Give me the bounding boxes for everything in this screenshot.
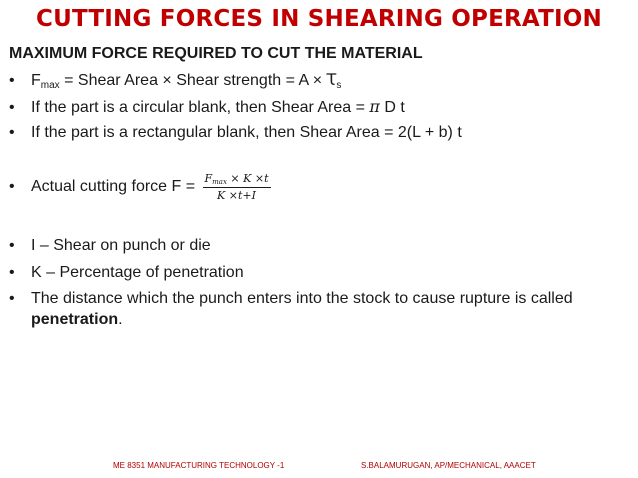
circular-tail: D t — [379, 99, 405, 116]
k-definition-text: K – Percentage of penetration — [31, 264, 244, 281]
tau-subscript: s — [336, 80, 342, 91]
bullet-marker: • — [9, 72, 15, 89]
bullet-i-definition — [9, 237, 211, 255]
fmax-symbol: F — [31, 72, 41, 89]
penetration-text: The distance which the punch enters into the stock to cause rupture is called — [31, 290, 573, 307]
footer-course: ME 8351 MANUFACTURING TECHNOLOGY -1 — [113, 461, 285, 470]
bullet-circular — [9, 97, 405, 117]
penetration-continuation — [31, 311, 123, 329]
bullet-marker: • — [9, 124, 15, 141]
page-title: CUTTING FORCES IN SHEARING OPERATION — [36, 6, 602, 32]
bullet-marker: • — [9, 178, 15, 195]
bullet-k-definition — [9, 264, 244, 282]
i-definition-text: I – Shear on punch or die — [31, 237, 211, 254]
bullet-rectangular — [9, 124, 462, 142]
fmax-formula: = Shear Area × Shear strength = A × — [59, 72, 327, 89]
pi-symbol: π — [369, 97, 380, 116]
fmax-subscript: max — [40, 80, 60, 91]
rectangular-text: If the part is a rectangular blank, then Shear Area = 2(L + b) t — [31, 124, 462, 141]
bullet-marker: • — [9, 264, 15, 281]
force-fraction — [203, 172, 271, 202]
bullet-marker: • — [9, 237, 15, 254]
num-subscript: max — [212, 178, 227, 186]
section-heading: MAXIMUM FORCE REQUIRED TO CUT THE MATERIAL — [9, 45, 423, 62]
footer-author: S.BALAMURUGAN, AP/MECHANICAL, AAACET — [361, 461, 536, 470]
fraction-denominator: K ×t+I — [217, 189, 256, 202]
tau-symbol: Ꚍ — [326, 72, 337, 89]
bullet-marker: • — [9, 290, 15, 307]
penetration-period: . — [118, 311, 123, 328]
actual-force-text: Actual cutting force F = — [31, 178, 200, 195]
bullet-marker: • — [9, 99, 15, 116]
circular-text: If the part is a circular blank, then Shear Area = — [31, 99, 370, 116]
num-f: F — [204, 172, 213, 185]
num-rest: × K ×t — [226, 172, 269, 185]
penetration-term: penetration — [31, 311, 119, 328]
bullet-actual-force — [9, 172, 271, 202]
fraction-numerator — [203, 172, 271, 188]
bullet-penetration — [9, 290, 573, 308]
bullet-fmax — [9, 70, 341, 91]
